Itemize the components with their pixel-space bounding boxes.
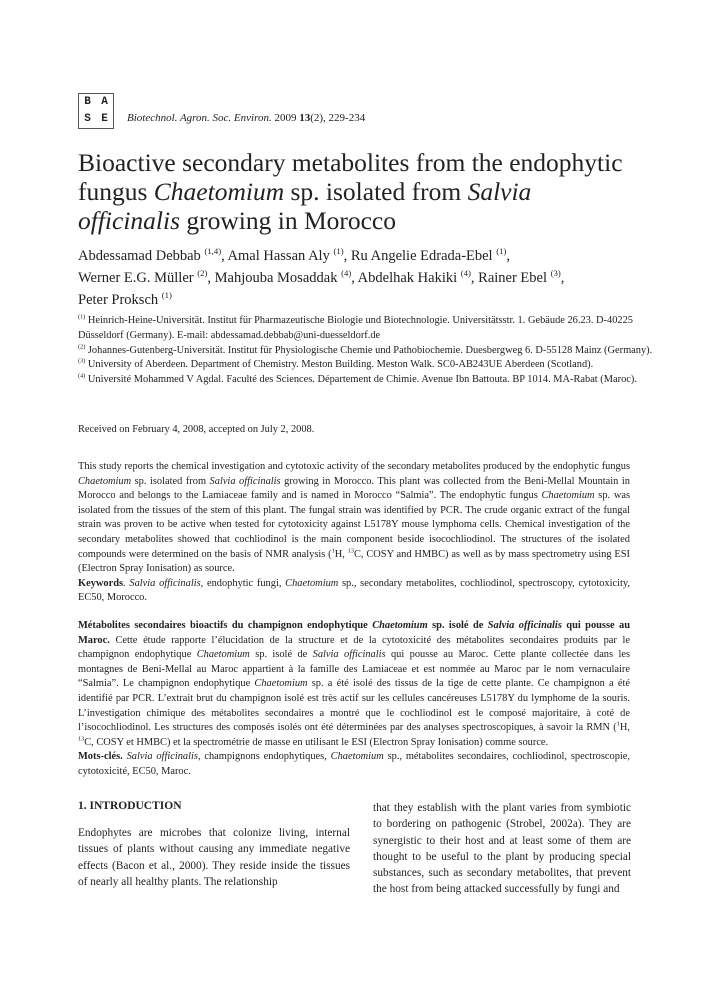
logo-letter: A [101,96,108,108]
bold-text: Métabolites secondaires bioactifs du champignon endophytique [78,620,373,631]
author-name: Abdessamad Debbab [78,248,201,264]
author-name: Mahjouba Mosaddak [214,270,338,286]
author-affiliation-mark: (1) [161,290,172,301]
text-run: H, [619,722,630,734]
text-run: qui pousse au Maroc. Cette plante collectée dans les montagnes de Beni-Mellal au Maroc appartient à la famille des Lamiaceae et est nommée au Maroc par le nom vernaculaire “Salmia”. Le champignon endophytique [78,649,630,690]
affiliation-number: (4) [78,372,86,380]
journal-year: 2009 [274,112,297,124]
affiliation-text: Université Mohammed V Agdal. Faculté des Sciences. Département de Chimie. Avenue Ibn Battouta. BP 1014. MA-Rabat (Maroc). [87,374,637,386]
abstract-english [78,460,630,606]
italic-text: Chaetomium [78,475,132,487]
superscript: 1 [331,547,335,555]
text-run: that they establish with the plant varies from symbiotic to bordering on pathogenic (Strobel, 2002a). They are synergistic to their host and at least some of them are thought to be useful to the plant by producing special substances, such as secondary metabolites, that prevent the host from being attacked successfully by fungi and [373,802,631,896]
author-affiliation-mark: (1,4) [204,246,222,257]
superscript: 13 [78,735,85,743]
bold-text: Mots-clés. [78,751,123,763]
text-run: H, [334,548,348,560]
bold-text: sp. isolé de [427,620,488,631]
text-run: Bioactive secondary metabolites from the endophytic fungus [78,148,623,206]
text-run: . [123,577,130,589]
author-affiliation-mark: (1) [333,246,344,257]
italic-text: Chaetomium [153,177,285,206]
author-name: Rainer Ebel [478,270,548,286]
text-run: , champignons endophytiques, [197,751,331,763]
italic-text: Chaetomium [196,649,250,661]
italic-text: Chaetomium [541,490,595,502]
text-run: Cette étude rapporte l’élucidation de la structure et de la cytotoxicité des métabolites secondaires produits par le champignon endophytique [78,634,630,661]
author-affiliation-mark: (1) [496,246,507,257]
affiliation-number: (1) [78,313,86,321]
journal-name: Biotechnol. Agron. Soc. Environ. [127,112,272,124]
intro-column-right [373,800,631,898]
text-run: C, COSY and HMBC) as well as by mass spectrometry using ESI (Electron Spray Ionisation) as source. [78,548,631,575]
affiliation-item [78,344,658,359]
text-run: sp., métabolites secondaires, cochliodinol, spectroscopie, cytotoxicité, EC50, Maroc. [78,751,630,777]
italic-text: Salvia officinalis [126,751,198,763]
section-heading-introduction: 1. INTRODUCTION [78,800,182,812]
text-run: , endophytic fungi, [200,577,286,589]
text-run: C, COSY et HMBC) et la spectrométrie de masse en utilisant le ESI (Electron Spray Ionisation) comme source. [84,736,549,748]
text-run: growing in Morocco [180,206,397,235]
affiliation-text: Johannes-Gutenberg-Universität. Institut für Physiologische Chemie und Pathobiochemie. Duesbergweg 6. D-55128 Mainz (Germany). [87,344,653,356]
affiliation-item [78,358,658,373]
text-run: sp. isolated from [131,475,210,487]
bold-text: qui pousse au Maroc. [78,620,631,646]
italic-text: Salvia officinalis [209,475,281,487]
base-logo [78,93,114,129]
affiliations [78,314,658,388]
affiliation-text: University of Aberdeen. Department of Chemistry. Meston Building. Meston Walk. SC0-AB243UE Aberdeen (Scotland). [87,359,594,371]
text-run: sp. isolé de [249,649,313,661]
text-run: sp. isolated from [284,177,468,206]
bold-text: Keywords [78,577,124,589]
text-run: This study reports the chemical investigation and cytotoxic activity of the secondary metabolites produced by the endophytic fungus [78,461,630,472]
author-name: Abdelhak Hakiki [357,270,458,286]
author-affiliation-mark: (3) [550,268,561,279]
author-affiliation-mark: (4) [460,268,471,279]
text-run: sp. was isolated from the tissues of the stem of this plant. The fungal strain was identified by PCR. The crude organic extract of the fungal strain was proven to be active when tested for cytotoxicity against L5178Y mouse lymphoma cells. Chemical investigation of the secondary metabolites showed that cochliodinol is the main component beside isocochliodinol. The structures of the isolated compounds were determined on the basis of NMR analysis ( [78,490,630,560]
superscript: 13 [347,547,354,555]
italic-text: Salvia officinalis [487,620,562,631]
italic-text: Chaetomium [254,678,308,690]
logo-letter: S [84,113,91,125]
author-name: Werner E.G. Müller [78,270,194,286]
article-title [78,148,638,235]
text-run: sp. a été isolé des tissus de la tige de cette plante. Ce champignon a été identifié par PCR. L’extrait brut du champignon isolé est très actif sur les cellules cancéreuses L5178Y du lymphome de la souris. L’investigation chimique des métabolites secondaires a montré que le cochliodinol est le composé majoritaire, à coté de l’isocochliodinol. Les structures des composés isolés ont été déterminées par des analyses spectroscopiques, à savoir la RMN ( [78,678,630,734]
affiliation-item [78,314,658,344]
author-affiliation-mark: (4) [341,268,352,279]
text-run: Endophytes are microbes that colonize living, internal tissues of plants without causing any immediate negative effects (Bacon et al., 2000). They reside inside the tissues of nearly all healthy plants. The relationship [78,827,350,888]
author-name: Peter Proksch [78,292,159,308]
abstract-french [78,619,630,780]
italic-text: Chaetomium [372,620,428,631]
author-list: Abdessamad Debbab $^{(1,4)}$, Amal Hassan Aly $^{(1)}$, Ru Angelie Edrada-Ebel $^{(1)}$, Werner E.G. Müller $^{(2)}$, Mahjouba Mosaddak $^{(4)}$, Abdelhak Hakiki $^{(4)}$, Rainer Ebel $^{(3)}$, Peter Proksch $^{(1)}$ [78,246,565,308]
affiliation-item [78,373,658,388]
italic-text: Salvia officinalis [78,177,532,235]
affiliation-number: (2) [78,343,86,351]
logo-letter: E [101,113,108,125]
intro-column-left [78,825,350,890]
logo-letter: B [84,96,91,108]
author-affiliation-mark: (2) [197,268,208,279]
journal-pages: (2), 229-234 [310,112,366,124]
author-name: Ru Angelie Edrada-Ebel [350,248,493,264]
received-date: Received on February 4, 2008, accepted on July 2, 2008. [78,424,315,435]
text-run: growing in Morocco. This plant was collected from the Beni-Mellal Mountain in Morocco and belongs to the Lamiaceae family and is named in Morocco “Salmia”. The endophytic fungus [78,475,630,502]
text-run: sp., secondary metabolites, cochliodinol, spectroscopy, cytotoxicity, EC50, Morocco. [78,577,631,604]
italic-text: Chaetomium [330,751,384,763]
superscript: 1 [616,720,620,728]
journal-volume: 13 [299,112,311,124]
italic-text: Salvia officinalis [312,649,386,661]
italic-text: Salvia officinalis [129,577,201,589]
affiliation-number: (3) [78,357,86,365]
italic-text: Chaetomium [285,577,339,589]
affiliation-text: Heinrich-Heine-Universität. Institut für Pharmazeutische Biologie und Biotechnologie. Universitätsstr. 1. Gebäude 26.23. D-40225 Düsseldorf (Germany). E-mail: abdessamad.debbab@uni-duesseldorf.de [78,315,633,341]
author-name: Amal Hassan Aly [227,248,330,264]
journal-citation [127,112,365,124]
